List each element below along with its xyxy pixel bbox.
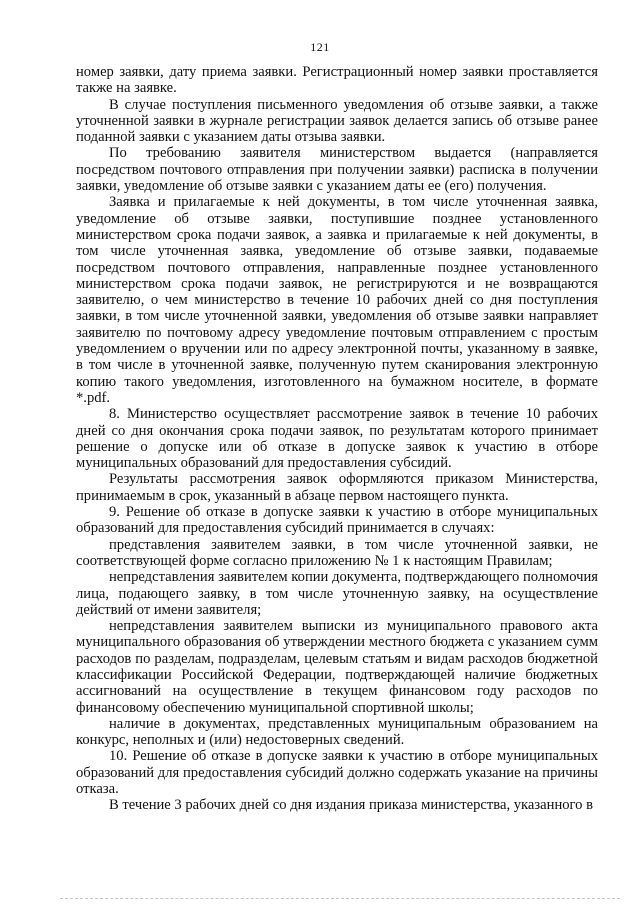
paragraph-item-10: 10. Решение об отказе в допуске заявки к участию в отборе муниципальных образований для предоставления субсидий должно содержать указание на причины отказа. — [76, 748, 598, 798]
paragraph-refusal-case-1: представления заявителем заявки, в том числе уточненной заявки, не соответствующей форме согласно приложению № 1 к настоящим Правилам; — [76, 536, 598, 569]
paragraph-item-8: 8. Министерство осуществляет рассмотрение заявок в течение 10 рабочих дней со дня окончания срока подачи заявок, по результатам которого принимает решение о допуске или об отказе в допуске заявок к участию в отборе муниципальных образований для предоставления субсидий. — [76, 406, 598, 472]
paragraph-order-deadline: В течение 3 рабочих дней со дня издания приказа министерства, указанного в — [109, 797, 594, 814]
page-number: 121 — [310, 40, 330, 54]
paragraph-refusal-case-3: непредставления заявителем выписки из муниципального правового акта муниципального образования об утверждении местного бюджета с указанием сумм расходов по разделам, подразделам, целевым статьям и видам расходов бюджетной классификации Российской Федерации, подтверждающей наличие бюджетных ассигнований на осуществление в текущем финансовом году расходов по финансовому обеспечению муниципальной спортивной школы; — [76, 618, 598, 716]
paragraph-refusal-case-2: непредставления заявителем копии документа, подтверждающего полномочия лица, подающего заявку, в том числе уточненную заявку, на осуществление действий от имени заявителя; — [76, 569, 598, 618]
paragraph-continuation: номер заявки, дату приема заявки. Регистрационный номер заявки проставляется также на заявке. — [76, 64, 598, 97]
paragraph-refusal-case-4: наличие в документах, представленных муниципальным образованием на конкурс, неполных и (или) недостоверных сведений. — [76, 715, 598, 749]
paragraph-receipt-request: По требованию заявителя министерством выдается (направляется посредством почтового отправления при получении заявки) расписка в получении заявки, уведомление об отзыве заявки с указанием даты ее (его) получения. — [76, 145, 598, 195]
paragraph-late-applications: Заявка и прилагаемые к ней документы, в том числе уточненная заявка, уведомление об отзыве заявки, поступившие позднее установленного министерством срока подачи заявок, а заявка и прилагаемые к ней документы, в том числе уточненная заявка, уведомление об отзыве заявки, подаваемые посредством почтового отправления, направленные позднее установленного министерством срока подачи заявок, не регистрируются и не возвращаются заявителю, о чем министерство в течение 10 рабочих дней со дня поступления заявки, в том числе уточненной заявки, уведомления об отзыве заявки направляет заявителю по почтовому адресу уведомление почтовым отправлением с простым уведомлением о вручении или по адресу электронной почты, указанному в заявке, в том числе в уточненной заявке, полученную путем сканирования электронную копию такого уведомления, изготовленного на бумажном носителе, в формате *.pdf. — [76, 194, 598, 406]
paragraph-withdrawal-notice: В случае поступления письменного уведомления об отзыве заявки, а также уточненной заявки в журнале регистрации заявок делается запись об отзыве ранее поданной заявки с указанием даты отзыва заявки. — [76, 96, 598, 146]
paragraph-item-9: 9. Решение об отказе в допуске заявки к участию в отборе муниципальных образований для предоставления субсидий принимается в случаях: — [76, 504, 598, 537]
document-body — [76, 64, 598, 814]
scan-edge-line — [60, 898, 620, 899]
paragraph-review-results: Результаты рассмотрения заявок оформляются приказом Министерства, принимаемым в срок, указанный в абзаце первом настоящего пункта. — [76, 471, 598, 504]
